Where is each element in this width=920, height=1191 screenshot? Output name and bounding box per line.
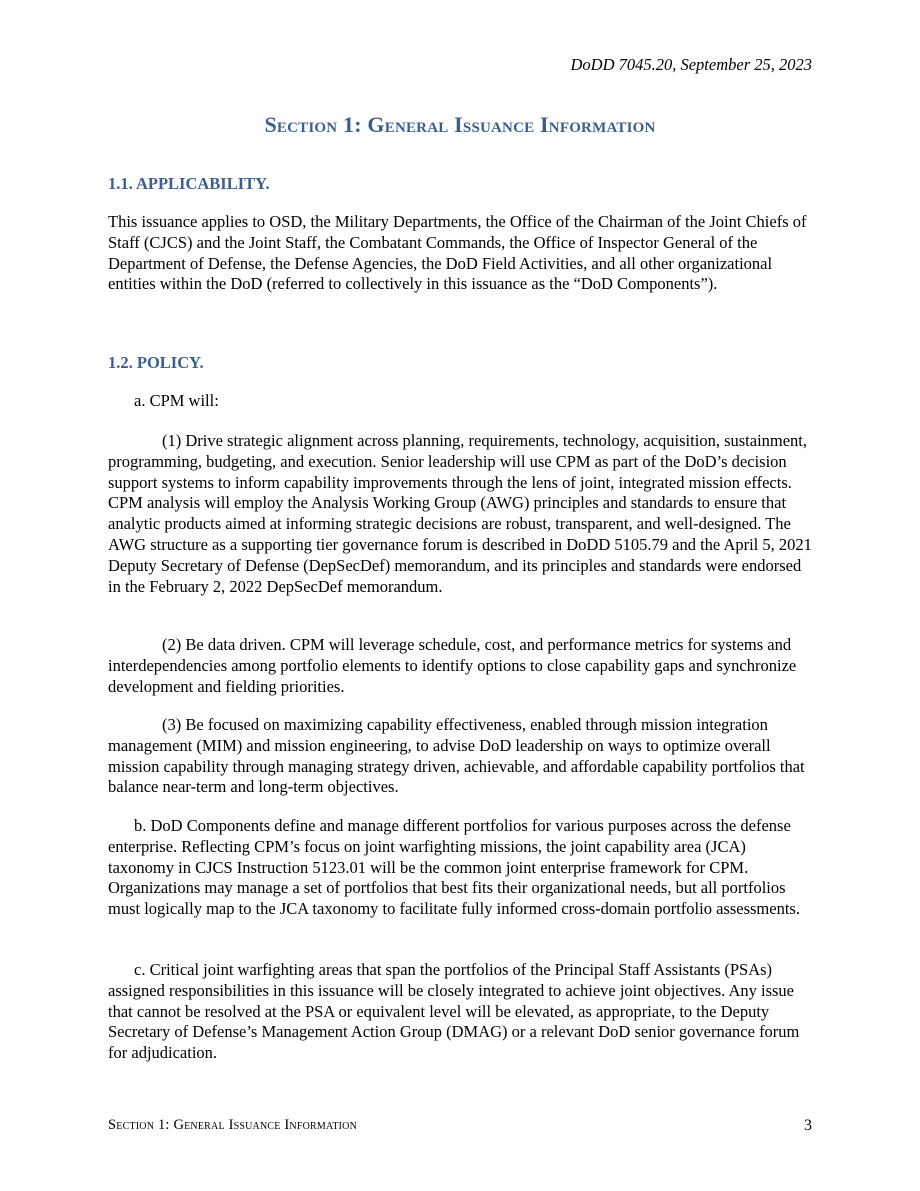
policy-heading: 1.2. POLICY.: [108, 353, 204, 372]
policy-a2-paragraph: (2) Be data driven. CPM will leverage schedule, cost, and performance metrics for systems and interdependencies among portfolio elements to identify options to close capability gaps and synchronize development and fielding priorities.: [108, 635, 797, 696]
policy-b-paragraph: b. DoD Components define and manage different portfolios for various purposes across the defense enterprise. Reflecting CPM’s focus on joint warfighting missions, the joint capability area (JCA) taxonomy in CJCS Instruction 5123.01 will be the common joint enterprise framework for CPM. Organizations may manage a set of portfolios that best fits their organizational needs, but all portfolios must logically map to the JCA taxonomy to facilitate fully informed cross-domain portfolio assessments.: [108, 816, 800, 919]
policy-a3-paragraph: (3) Be focused on maximizing capability effectiveness, enabled through mission integration management (MIM) and mission engineering, to advise DoD leadership on ways to optimize overall mission capability through managing strategy driven, achievable, and affordable capability portfolios that balance near-term and long-term objectives.: [108, 715, 805, 797]
policy-c-paragraph: c. Critical joint warfighting areas that span the portfolios of the Principal Staff Assistants (PSAs) assigned responsibilities in this issuance will be closely integrated to achieve joint objectives. Any issue that cannot be resolved at the PSA or equivalent level will be elevated, as appropriate, to the Deputy Secretary of Defense’s Management Action Group (DMAG) or a relevant DoD senior governance forum for adjudication.: [108, 960, 800, 1063]
footer-section-label: Section 1: General Issuance Information: [108, 1117, 357, 1133]
policy-a1-paragraph: (1) Drive strategic alignment across planning, requirements, technology, acquisition, sustainment, programming, budgeting, and execution. Senior leadership will use CPM as part of the DoD’s decision support systems to inform capability improvements through the lens of joint, integrated mission effects. CPM analysis will employ the Analysis Working Group (AWG) principles and standards to ensure that analytic products aimed at informing strategic decisions are robust, transparent, and well-designed. The AWG structure as a supporting tier governance forum is described in DoDD 5105.79 and the April 5, 2021 Deputy Secretary of Defense (DepSecDef) memorandum, and its principles and standards were endorsed in the February 2, 2022 DepSecDef memorandum.: [108, 431, 812, 596]
applicability-paragraph: This issuance applies to OSD, the Military Departments, the Office of the Chairman of the Joint Chiefs of Staff (CJCS) and the Joint Staff, the Combatant Commands, the Office of Inspector General of the Department of Defense, the Defense Agencies, the DoD Field Activities, and all other organizational entities within the DoD (referred to collectively in this issuance as the “DoD Components”).: [108, 212, 807, 294]
page-number: 3: [804, 1117, 812, 1134]
document-reference-header: DoDD 7045.20, September 25, 2023: [570, 55, 812, 74]
policy-a-intro: a. CPM will:: [134, 391, 219, 410]
applicability-heading: 1.1. APPLICABILITY.: [108, 174, 270, 193]
section-title: Section 1: General Issuance Information: [264, 112, 656, 137]
